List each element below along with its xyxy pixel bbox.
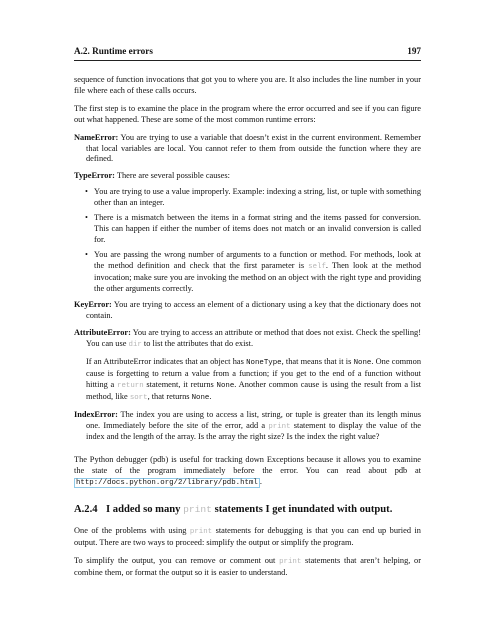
intro-paragraph-1: sequence of function invocations that got you to where you are. It also includes the line number in your file where each of these calls occurs. <box>74 75 421 95</box>
inline-code-print: print <box>268 422 291 431</box>
paragraph-text: To simplify the output, you can remove or comment out <box>74 555 276 565</box>
title-text: I added so many <box>106 504 181 516</box>
term-description: You are trying to access an attribute or method that does not exist. Check the spelling! You can use <box>86 328 421 349</box>
section-number: A.2.4 <box>74 504 98 516</box>
cause-text: . Then look at the method invocation; make sure you are invoking the method on an object with the right type and providing the other arguments correctly. <box>94 260 421 293</box>
inline-code-return: return <box>117 381 144 390</box>
term-description: to list the attributes that do exist. <box>143 339 254 349</box>
intro-paragraph-2: The first step is to examine the place in the program where the error occurred and see if you can figure out what happened. These are some of the most common runtime errors: <box>74 103 421 124</box>
attribute-error-entry <box>74 328 421 403</box>
pdb-docs-link[interactable]: http://docs.python.org/2/library/pdb.html <box>76 479 258 488</box>
type-error-causes <box>94 187 421 294</box>
inline-code-dir: dir <box>128 341 142 350</box>
inline-code-none: None <box>216 381 235 390</box>
term-label: AttributeError: <box>74 328 131 338</box>
title-text: statements I get inundated with output. <box>214 504 393 516</box>
detail-text: . One common cause is forgetting to return a value from a function; if you get to the end of a function without hitting a <box>86 357 421 389</box>
running-header <box>74 46 421 61</box>
closing-paragraph-1 <box>74 526 421 549</box>
paragraph-text: statements that aren’t helping, or combine them, or format the output so it is easier to understand. <box>74 555 422 577</box>
page-body <box>74 75 421 579</box>
cause-item <box>94 250 421 295</box>
section-title <box>106 505 392 516</box>
term-description: statement to display the value of the index and the length of the array. Is the array the right size? Is the index the right value? <box>86 420 421 442</box>
section-heading: A.2. Runtime errors <box>74 46 153 56</box>
paragraph-text: The Python debugger (pdb) is useful for tracking down Exceptions because it allows you to examine the state of the program immediately before the error. You can read about pdb at <box>74 455 421 476</box>
type-error-entry <box>74 171 421 294</box>
term-label: KeyError: <box>74 300 112 310</box>
attribute-error-detail <box>74 357 421 404</box>
term-label: NameError: <box>74 132 119 142</box>
inline-code-none: None <box>353 359 372 368</box>
inline-code-print: print <box>279 557 302 566</box>
inline-code-none: None <box>191 393 210 402</box>
key-error-entry <box>74 300 421 322</box>
paragraph-text: . <box>259 477 262 487</box>
inline-code-self: self <box>308 262 326 271</box>
title-code-print: print <box>183 504 212 516</box>
paragraph-text: statements for debugging is that you can end up buried in output. There are two ways to proceed: simplify the output or simplify the program. <box>74 526 421 547</box>
cause-item: • You are trying to use a value improperly. Example: indexing a string, list, or tuple with something other than an integer. <box>94 187 421 209</box>
inline-code-sort: sort <box>129 393 148 402</box>
cause-item: • There is a mismatch between the items in a format string and the items passed for conversion. This can happen if either the number of items does not match or an invalid conversion is called for. <box>94 213 421 246</box>
detail-text: If an AttributeError indicates that an object has <box>86 357 244 367</box>
paragraph-text: One of the problems with using <box>74 526 187 535</box>
term-label: TypeError: <box>74 171 115 181</box>
name-error-entry <box>74 133 421 166</box>
term-description: The index you are using to access a list, string, or tuple is greater than its length minus one. Immediately before the site of the error, add a <box>86 409 421 430</box>
closing-paragraph-2 <box>74 556 421 579</box>
detail-text: statement, it returns <box>146 379 214 389</box>
inline-code-print: print <box>189 528 213 536</box>
detail-text: , that means that it is <box>281 357 352 367</box>
debugger-paragraph <box>74 455 421 489</box>
section-a24-heading <box>74 505 421 516</box>
detail-text: . <box>209 391 212 401</box>
detail-text: , that returns <box>147 391 190 401</box>
term-label: IndexError: <box>74 409 118 419</box>
index-error-entry <box>74 410 421 444</box>
term-description: You are trying to use a variable that doesn’t exist in the current environment. Remember that local variables are local. You cannot refer to them from outside the function where they are defined. <box>86 132 422 164</box>
inline-code-nonetype: NoneType <box>246 359 282 368</box>
detail-text: . Another common cause is using the result from a list method, like <box>86 379 422 401</box>
cause-text: You are passing the wrong number of arguments to a function or method. For methods, look at the method definition and check that the first parameter is <box>94 249 421 270</box>
page-number: 197 <box>407 46 421 56</box>
term-description: You are trying to access an element of a dictionary using a key that the dictionary does not contain. <box>86 300 421 321</box>
term-description: There are several possible causes: <box>116 171 230 181</box>
book-page <box>74 46 421 586</box>
